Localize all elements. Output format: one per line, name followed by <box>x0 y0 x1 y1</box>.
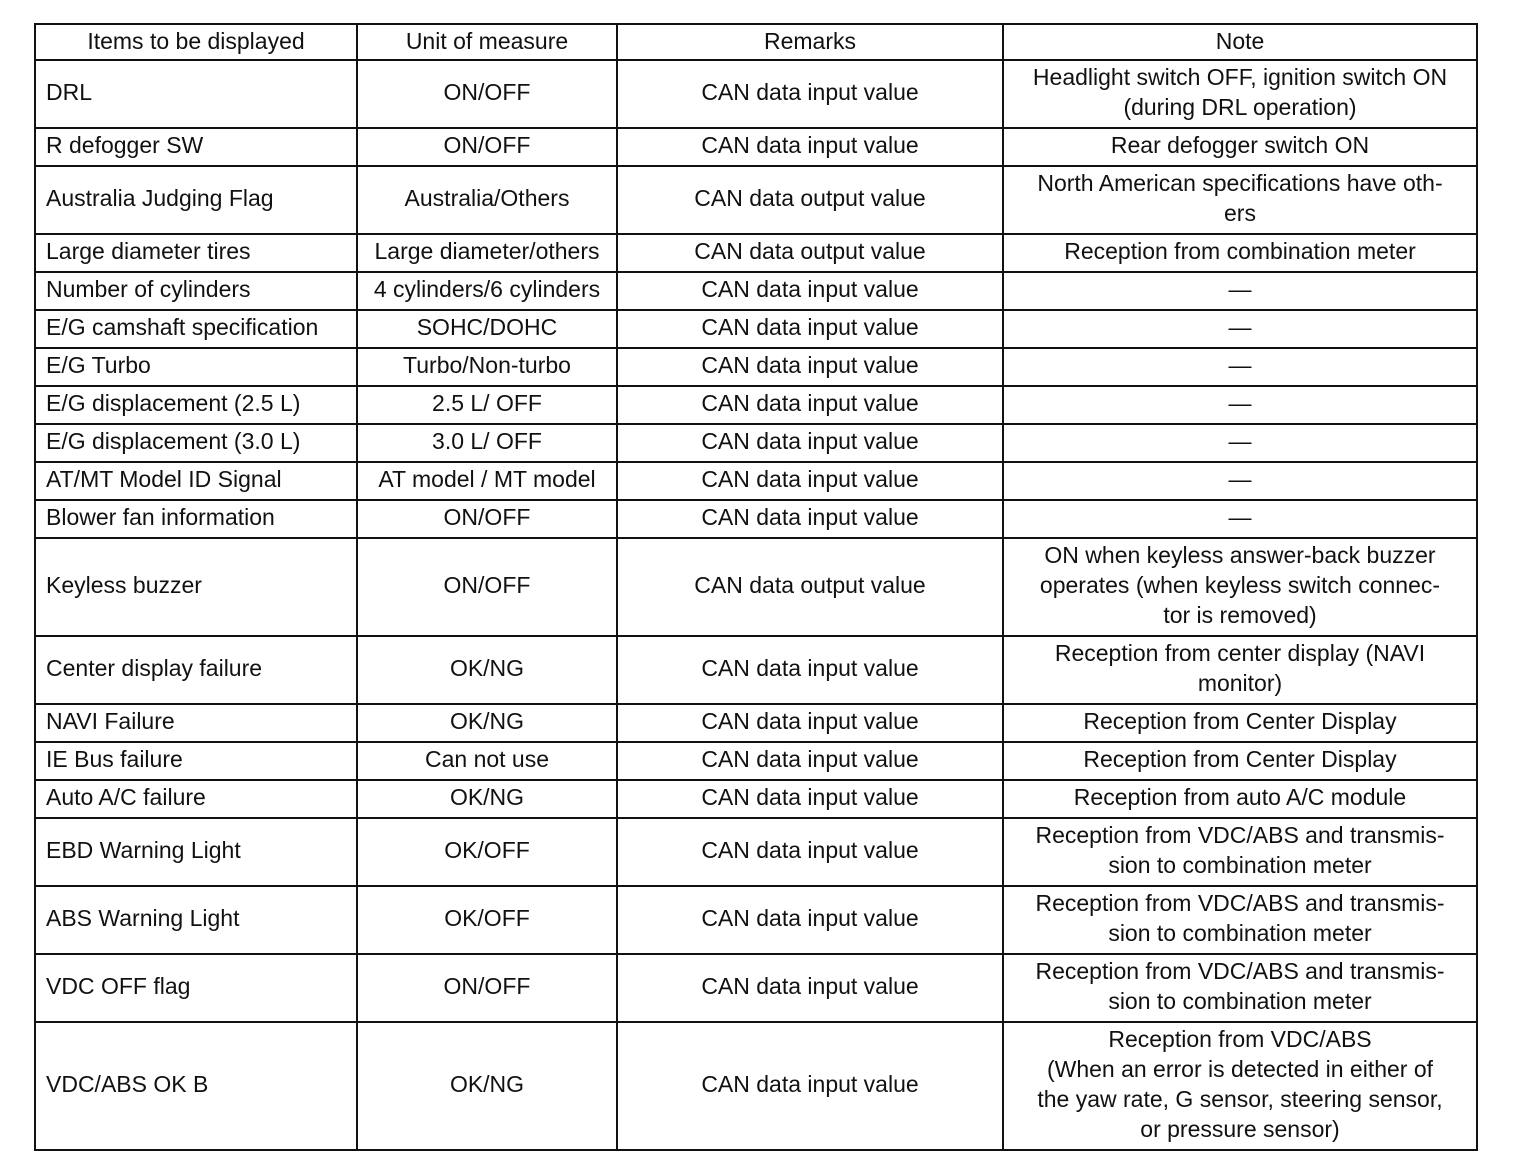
note-cell: — <box>1003 500 1477 538</box>
note-cell: — <box>1003 272 1477 310</box>
unit-cell: ON/OFF <box>357 954 617 1022</box>
unit-cell: OK/NG <box>357 704 617 742</box>
unit-cell: ON/OFF <box>357 500 617 538</box>
item-cell: VDC OFF flag <box>35 954 357 1022</box>
item-cell: R defogger SW <box>35 128 357 166</box>
item-cell: VDC/ABS OK B <box>35 1022 357 1150</box>
note-cell: Reception from VDC/ABS (When an error is detected in either of the yaw rate, G sensor, steering sensor, or pressure sensor) <box>1003 1022 1477 1150</box>
note-cell: Rear defogger switch ON <box>1003 128 1477 166</box>
item-cell: AT/MT Model ID Signal <box>35 462 357 500</box>
item-cell: E/G displacement (3.0 L) <box>35 424 357 462</box>
item-cell: Center display failure <box>35 636 357 704</box>
remarks-cell: CAN data output value <box>617 538 1003 636</box>
remarks-cell: CAN data output value <box>617 166 1003 234</box>
item-cell: Blower fan information <box>35 500 357 538</box>
table-row <box>35 462 1477 500</box>
unit-cell: OK/NG <box>357 780 617 818</box>
table-row <box>35 60 1477 128</box>
remarks-cell: CAN data input value <box>617 818 1003 886</box>
remarks-cell: CAN data input value <box>617 128 1003 166</box>
unit-cell: Turbo/Non-turbo <box>357 348 617 386</box>
table-row <box>35 128 1477 166</box>
unit-cell: Australia/Others <box>357 166 617 234</box>
unit-cell: 4 cylinders/6 cylinders <box>357 272 617 310</box>
remarks-cell: CAN data input value <box>617 954 1003 1022</box>
unit-cell: OK/OFF <box>357 818 617 886</box>
item-cell: Large diameter tires <box>35 234 357 272</box>
unit-cell: OK/NG <box>357 636 617 704</box>
note-cell: Reception from center display (NAVI monitor) <box>1003 636 1477 704</box>
table-row <box>35 348 1477 386</box>
remarks-cell: CAN data input value <box>617 310 1003 348</box>
unit-cell: OK/OFF <box>357 886 617 954</box>
header-note: Note <box>1003 24 1477 60</box>
table-row <box>35 704 1477 742</box>
table-row <box>35 780 1477 818</box>
table-row <box>35 636 1477 704</box>
table-header-row <box>35 24 1477 60</box>
item-cell: EBD Warning Light <box>35 818 357 886</box>
remarks-cell: CAN data input value <box>617 886 1003 954</box>
table-row <box>35 1022 1477 1150</box>
unit-cell: ON/OFF <box>357 538 617 636</box>
unit-cell: ON/OFF <box>357 60 617 128</box>
header-unit: Unit of measure <box>357 24 617 60</box>
remarks-cell: CAN data output value <box>617 234 1003 272</box>
item-cell: NAVI Failure <box>35 704 357 742</box>
note-cell: Reception from VDC/ABS and transmis- sion to combination meter <box>1003 954 1477 1022</box>
remarks-cell: CAN data input value <box>617 1022 1003 1150</box>
remarks-cell: CAN data input value <box>617 272 1003 310</box>
note-cell: ON when keyless answer-back buzzer operates (when keyless switch connec- tor is removed) <box>1003 538 1477 636</box>
remarks-cell: CAN data input value <box>617 348 1003 386</box>
unit-cell: OK/NG <box>357 1022 617 1150</box>
display-items-table <box>34 23 1478 1151</box>
unit-cell: ON/OFF <box>357 128 617 166</box>
remarks-cell: CAN data input value <box>617 462 1003 500</box>
item-cell: E/G displacement (2.5 L) <box>35 386 357 424</box>
note-cell: Reception from Center Display <box>1003 742 1477 780</box>
unit-cell: 3.0 L/ OFF <box>357 424 617 462</box>
note-cell: North American specifications have oth- ers <box>1003 166 1477 234</box>
table-row <box>35 538 1477 636</box>
item-cell: IE Bus failure <box>35 742 357 780</box>
item-cell: Australia Judging Flag <box>35 166 357 234</box>
table-row <box>35 500 1477 538</box>
remarks-cell: CAN data input value <box>617 386 1003 424</box>
item-cell: DRL <box>35 60 357 128</box>
unit-cell: 2.5 L/ OFF <box>357 386 617 424</box>
table-row <box>35 424 1477 462</box>
table-row <box>35 818 1477 886</box>
note-cell: — <box>1003 386 1477 424</box>
item-cell: Keyless buzzer <box>35 538 357 636</box>
item-cell: E/G camshaft specification <box>35 310 357 348</box>
table-row <box>35 234 1477 272</box>
table-row <box>35 310 1477 348</box>
note-cell: Reception from auto A/C module <box>1003 780 1477 818</box>
table-row <box>35 886 1477 954</box>
item-cell: Auto A/C failure <box>35 780 357 818</box>
remarks-cell: CAN data input value <box>617 424 1003 462</box>
unit-cell: Large diameter/others <box>357 234 617 272</box>
note-cell: Reception from VDC/ABS and transmis- sion to combination meter <box>1003 886 1477 954</box>
table-row <box>35 386 1477 424</box>
unit-cell: AT model / MT model <box>357 462 617 500</box>
note-cell: Reception from VDC/ABS and transmis- sion to combination meter <box>1003 818 1477 886</box>
header-remarks: Remarks <box>617 24 1003 60</box>
note-cell: — <box>1003 462 1477 500</box>
remarks-cell: CAN data input value <box>617 742 1003 780</box>
remarks-cell: CAN data input value <box>617 500 1003 538</box>
unit-cell: Can not use <box>357 742 617 780</box>
note-cell: — <box>1003 310 1477 348</box>
note-cell: Headlight switch OFF, ignition switch ON (during DRL operation) <box>1003 60 1477 128</box>
remarks-cell: CAN data input value <box>617 60 1003 128</box>
table-row <box>35 166 1477 234</box>
remarks-cell: CAN data input value <box>617 636 1003 704</box>
item-cell: Number of cylinders <box>35 272 357 310</box>
note-cell: Reception from Center Display <box>1003 704 1477 742</box>
item-cell: ABS Warning Light <box>35 886 357 954</box>
header-items: Items to be displayed <box>35 24 357 60</box>
remarks-cell: CAN data input value <box>617 780 1003 818</box>
note-cell: — <box>1003 348 1477 386</box>
table-row <box>35 272 1477 310</box>
remarks-cell: CAN data input value <box>617 704 1003 742</box>
item-cell: E/G Turbo <box>35 348 357 386</box>
note-cell: — <box>1003 424 1477 462</box>
unit-cell: SOHC/DOHC <box>357 310 617 348</box>
table-row <box>35 742 1477 780</box>
table-row <box>35 954 1477 1022</box>
note-cell: Reception from combination meter <box>1003 234 1477 272</box>
